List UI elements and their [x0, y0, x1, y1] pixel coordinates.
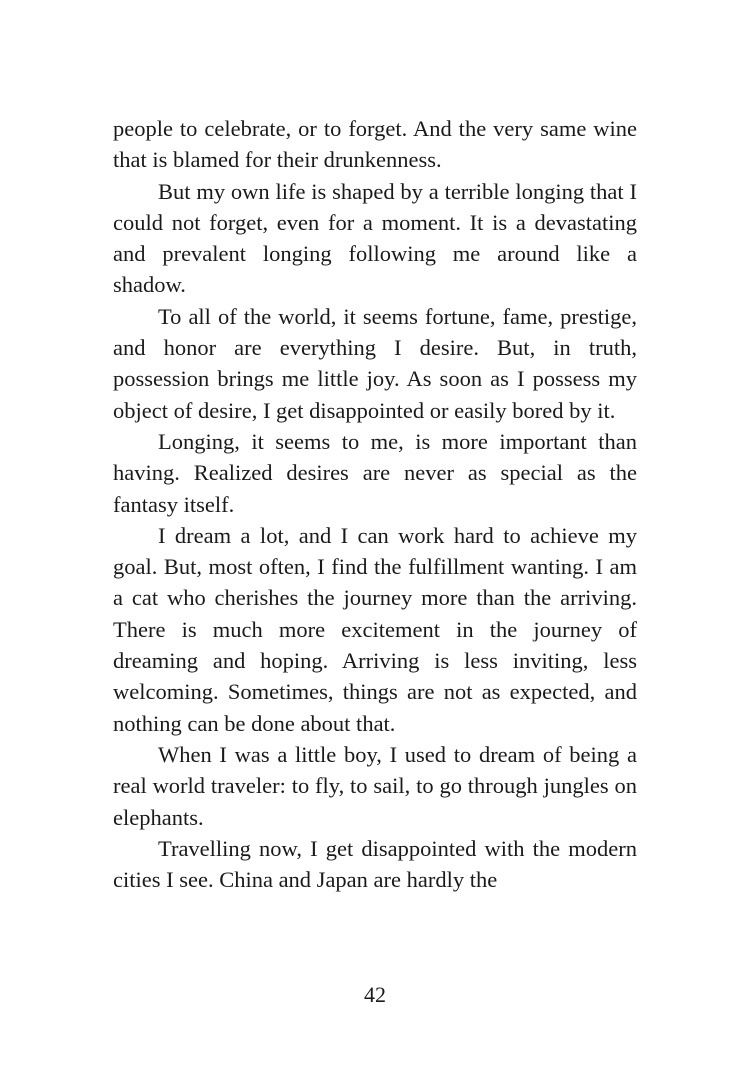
paragraph-continued: people to celebrate, or to forget. And the very same wine that is blamed for their drunkenness.	[113, 116, 637, 173]
paragraph: To all of the world, it seems fortune, fame, prestige, and honor are everything I desire. But, in truth, possession brings me little joy. As soon as I possess my object of desire, I get disappointed or easily bored by it.	[113, 303, 637, 423]
paragraph: But my own life is shaped by a terrible longing that I could not forget, even for a moment. It is a devastating and prevalent longing following me around like a shadow.	[113, 178, 637, 298]
paragraph: When I was a little boy, I used to dream of being a real world traveler: to fly, to sail, to go through jungles on elephants.	[113, 741, 637, 830]
paragraph: Travelling now, I get disappointed with the modern cities I see. China and Japan are hardly the	[113, 835, 637, 893]
page-number: 42	[364, 982, 386, 1007]
paragraph: I dream a lot, and I can work hard to achieve my goal. But, most often, I find the fulfillment wanting. I am a cat who cherishes the journey more than the arriving. There is much more excitement in the journey of dreaming and hoping. Arriving is less inviting, less welcoming. Sometimes, things are not as expected, and nothing can be done about that.	[113, 522, 637, 736]
paragraph: Longing, it seems to me, is more important than having. Realized desires are never as special as the fantasy itself.	[113, 428, 637, 517]
body-text	[113, 113, 637, 895]
